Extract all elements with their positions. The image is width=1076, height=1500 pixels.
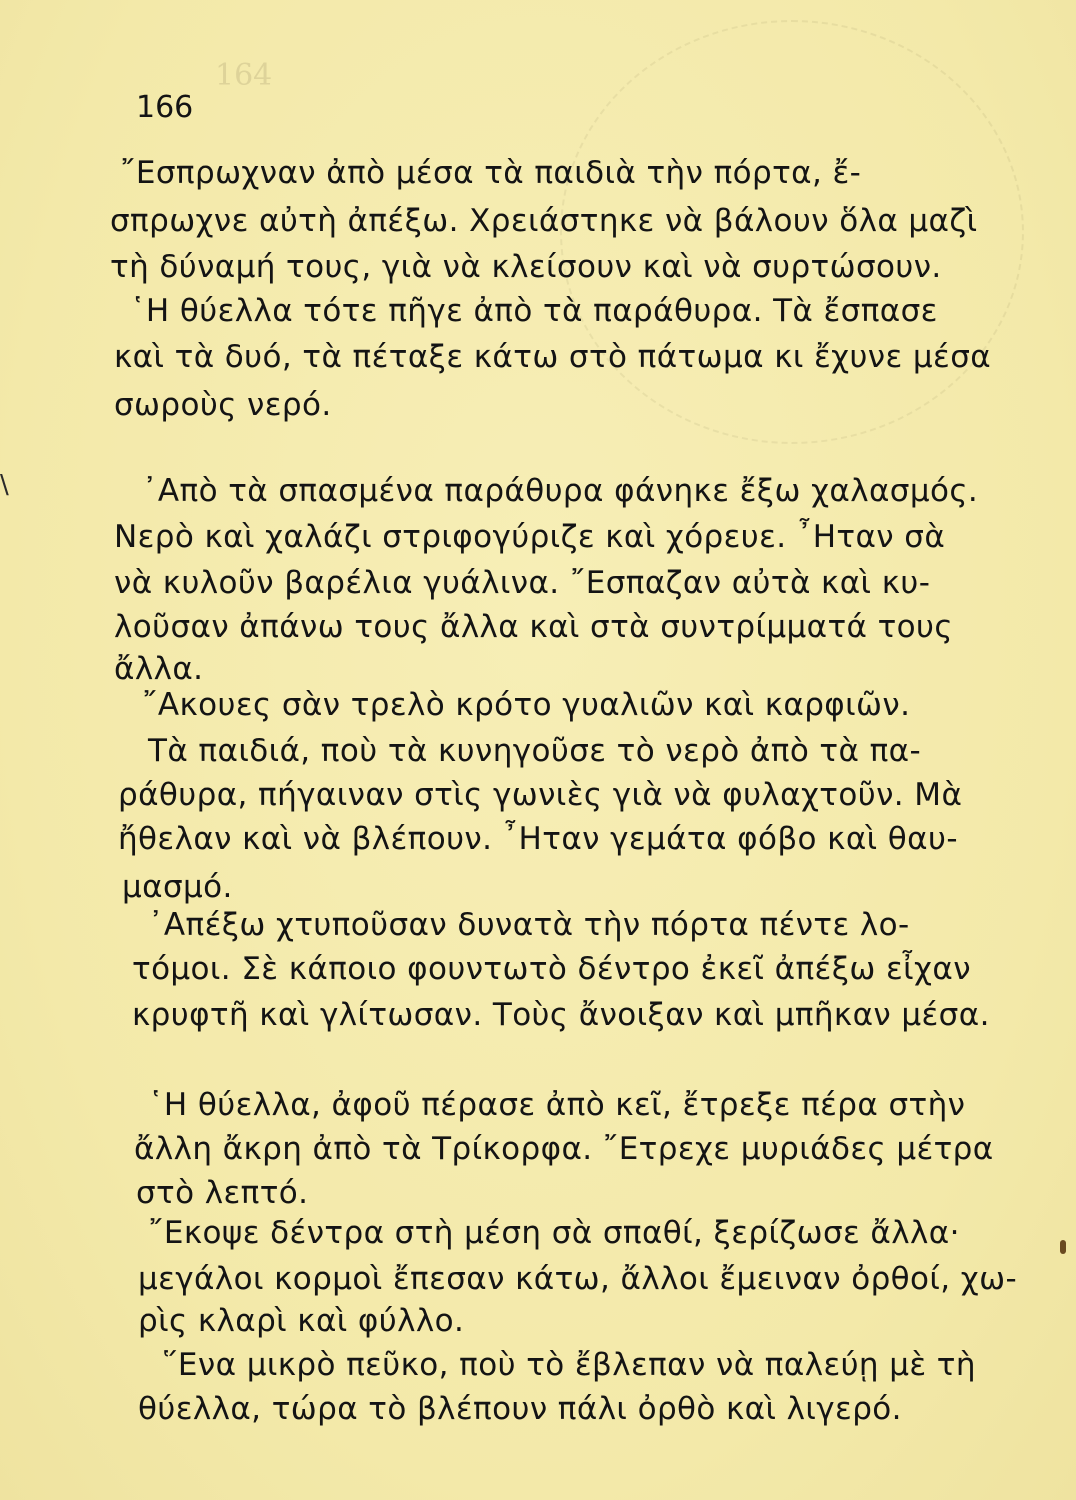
text-line: στὸ λεπτό. [136, 1175, 309, 1211]
margin-mark: \ [0, 470, 9, 500]
text-line: κρυφτῆ καὶ γλίτωσαν. Τοὺς ἄνοιξαν καὶ μπῆκαν μέσα. [132, 997, 990, 1033]
text-line: ῾Η θύελλα, ἀφοῦ πέρασε ἀπὸ κεῖ, ἔτρεξε πέρα στὴν [148, 1087, 966, 1123]
text-line: ῎Εκοψε δέντρα στὴ μέση σὰ σπαθί, ξερίζωσε ἄλλα· [148, 1215, 960, 1251]
text-line: τόμοι. Σὲ κάποιο φουντωτὸ δέντρο ἐκεῖ ἀπέξω εἶχαν [132, 951, 971, 987]
text-line: ράθυρα, πήγαιναν στὶς γωνιὲς γιὰ νὰ φυλαχτοῦν. Μὰ [118, 777, 963, 813]
text-line: ῎Ακουες σὰν τρελὸ κρότο γυαλιῶν καὶ καρφιῶν. [142, 687, 911, 723]
text-line: τὴ δύναμή τους, γιὰ νὰ κλείσουν καὶ νὰ συρτώσουν. [110, 249, 942, 285]
text-line: ᾿Απὸ τὰ σπασμένα παράθυρα φάνηκε ἔξω χαλασμός. [142, 473, 979, 509]
text-line: ἄλλη ἄκρη ἀπὸ τὰ Τρίκορφα. ῎Ετρεχε μυριάδες μέτρα [134, 1131, 994, 1167]
page-number: 166 [136, 90, 194, 125]
text-line: Τὰ παιδιά, ποὺ τὰ κυνηγοῦσε τὸ νερὸ ἀπὸ τὰ πα- [148, 733, 922, 769]
text-line: μεγάλοι κορμοὶ ἔπεσαν κάτω, ἄλλοι ἔμειναν ὀρθοί, χω- [138, 1261, 1018, 1297]
text-line: σωροὺς νερό. [114, 387, 332, 423]
text-line: μασμό. [122, 869, 233, 905]
text-line: σπρωχνε αὐτὴ ἀπέξω. Χρειάστηκε νὰ βάλουν ὅλα μαζὶ [110, 203, 978, 239]
text-line: Νερὸ καὶ χαλάζι στριφογύριζε καὶ χόρευε. ῏Ηταν σὰ [114, 519, 946, 555]
margin-ink-dot [1060, 1240, 1066, 1254]
text-line: ῎Εσπρωχναν ἀπὸ μέσα τὰ παιδιὰ τὴν πόρτα, ἔ- [120, 155, 862, 191]
text-line: ᾿Απέξω χτυποῦσαν δυνατὰ τὴν πόρτα πέντε λο- [148, 907, 910, 943]
text-line: νὰ κυλοῦν βαρέλια γυάλινα. ῎Εσπαζαν αὐτὰ καὶ κυ- [114, 565, 931, 601]
text-line: ῾Η θύελλα τότε πῆγε ἀπὸ τὰ παράθυρα. Τὰ ἔσπασε [130, 293, 938, 329]
text-line: ῞Ενα μικρὸ πεῦκο, ποὺ τὸ ἔβλεπαν νὰ παλεύῃ μὲ τὴ [162, 1347, 976, 1383]
text-line: ρὶς κλαρὶ καὶ φύλλο. [138, 1303, 465, 1339]
text-line: λοῦσαν ἀπάνω τους ἄλλα καὶ στὰ συντρίμματά τους [114, 609, 953, 645]
text-line: καὶ τὰ δυό, τὰ πέταξε κάτω στὸ πάτωμα κι ἔχυνε μέσα [114, 339, 992, 375]
text-line: ἄλλα. [114, 651, 204, 687]
text-line: ἤθελαν καὶ νὰ βλέπουν. ῏Ηταν γεμάτα φόβο καὶ θαυ- [118, 821, 958, 857]
bleed-through-page-number: 164 [215, 58, 273, 93]
text-line: θύελλα, τώρα τὸ βλέπουν πάλι ὀρθὸ καὶ λιγερό. [138, 1391, 902, 1427]
